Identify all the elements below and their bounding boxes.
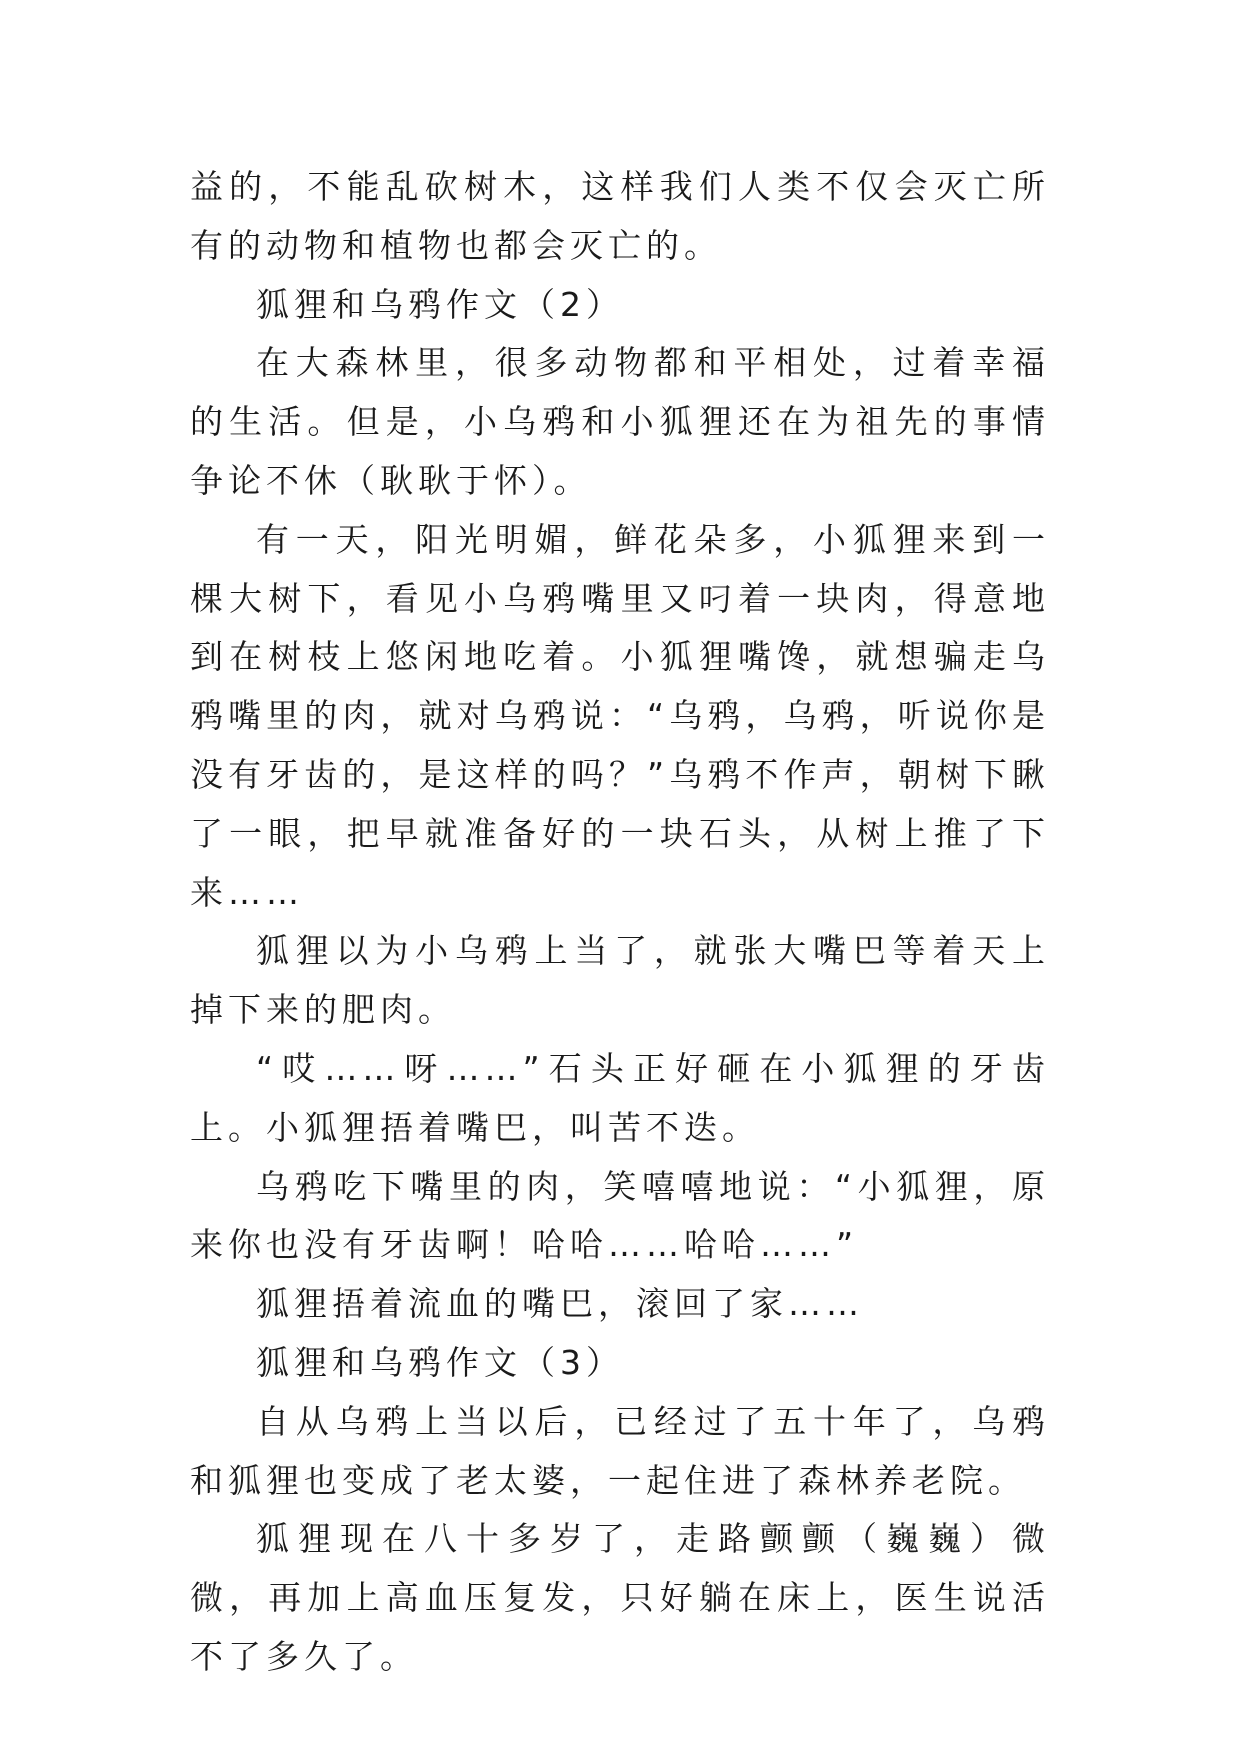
paragraph: 狐狸以为小乌鸦上当了，就张大嘴巴等着天上掉下来的肥肉。 [190, 931, 1050, 1030]
paragraph: 狐狸现在八十多岁了，走路颤颤（巍巍）微微，再加上高血压复发，只好躺在床上，医生说活不了多久了。 [190, 1519, 1050, 1676]
paragraph: 乌鸦吃下嘴里的肉，笑嘻嘻地说：“小狐狸，原来你也没有牙齿啊！哈哈……哈哈……” [190, 1166, 1050, 1265]
paragraph: 狐狸捂着流血的嘴巴，滚回了家…… [256, 1284, 864, 1324]
paragraph: 有一天，阳光明媚，鲜花朵多，小狐狸来到一棵大树下，看见小乌鸦嘴里又叼着一块肉，得意地到在树枝上悠闲地吃着。小狐狸嘴馋，就想骗走乌鸦嘴里的肉，就对乌鸦说：“乌鸦，乌鸦，听说你是没有牙齿的，是这样的吗？”乌鸦不作声，朝树下瞅了一眼，把早就准备好的一块石头，从树上推了下来…… [190, 519, 1050, 912]
paragraph: “哎……呀……”石头正好砸在小狐狸的牙齿上。小狐狸捂着嘴巴，叫苦不迭。 [190, 1048, 1050, 1147]
section-heading-3: 狐狸和乌鸦作文（3） [256, 1342, 624, 1382]
paragraph: 自从乌鸦上当以后，已经过了五十年了，乌鸦和狐狸也变成了老太婆，一起住进了森林养老院。 [190, 1401, 1050, 1500]
document-body [190, 158, 1050, 1687]
paragraph-continuation: 益的，不能乱砍树木，这样我们人类不仅会灭亡所有的动物和植物也都会灭亡的。 [190, 167, 1050, 265]
section-heading-2: 狐狸和乌鸦作文（2） [256, 284, 624, 324]
paragraph: 在大森林里，很多动物都和平相处，过着幸福的生活。但是，小乌鸦和小狐狸还在为祖先的事情争论不休（耿耿于怀）。 [190, 343, 1050, 500]
